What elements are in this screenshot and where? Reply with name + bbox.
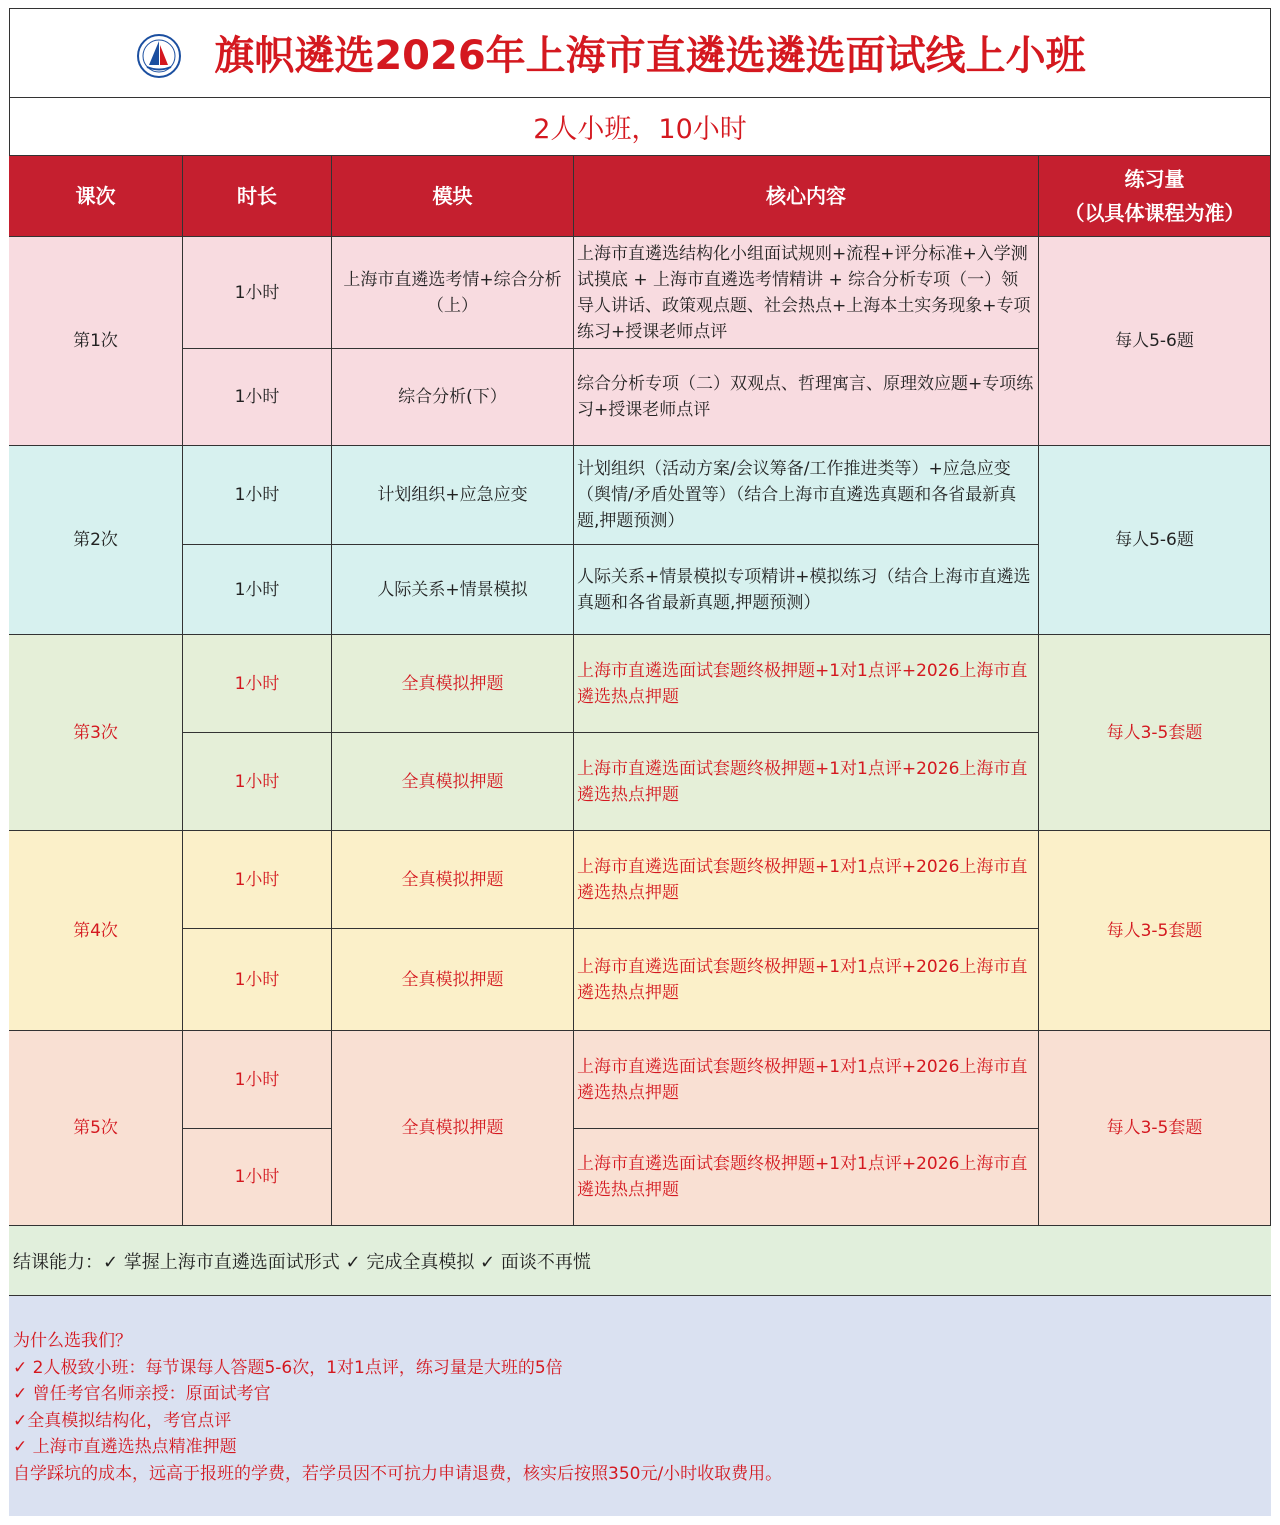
session-4-row-2-duration: 1小时 bbox=[183, 929, 332, 1031]
why-point: ✓ 上海市直遴选热点精准押题 bbox=[13, 1437, 237, 1457]
session-5-name: 第5次 bbox=[9, 1031, 183, 1226]
session-5-row-2-duration: 1小时 bbox=[183, 1129, 332, 1226]
why-point: ✓ 2人极致小班：每节课每人答题5-6次，1对1点评，练习量是大班的5倍 bbox=[13, 1357, 563, 1378]
session-4-row-1-duration: 1小时 bbox=[183, 831, 332, 929]
session-3-row-1-content: 上海市直遴选面试套题终极押题+1对1点评+2026上海市直遴选热点押题 bbox=[574, 635, 1039, 733]
session-3-row-2-duration: 1小时 bbox=[183, 733, 332, 831]
session-2-practice: 每人5-6题 bbox=[1039, 446, 1271, 635]
course-outcomes: 结课能力：✓ 掌握上海市直遴选面试形式 ✓ 完成全真模拟 ✓ 面谈不再慌 bbox=[9, 1226, 1271, 1296]
session-1-row-2-module: 综合分析(下） bbox=[332, 349, 574, 446]
session-2-row-1-module: 计划组织+应急应变 bbox=[332, 446, 574, 545]
session-2-row-2-duration: 1小时 bbox=[183, 545, 332, 635]
sailboat-logo-icon bbox=[136, 32, 182, 84]
why-choose-us-section bbox=[9, 1296, 1271, 1516]
session-3-row-2-content: 上海市直遴选面试套题终极押题+1对1点评+2026上海市直遴选热点押题 bbox=[574, 733, 1039, 831]
why-point: ✓全真模拟结构化，考官点评 bbox=[13, 1410, 232, 1431]
session-3-row-1-duration: 1小时 bbox=[183, 635, 332, 733]
class-size-subtitle: 2人小班，10小时 bbox=[9, 98, 1271, 156]
session-5-practice: 每人3-5套题 bbox=[1039, 1031, 1271, 1226]
session-4-practice: 每人3-5套题 bbox=[1039, 831, 1271, 1031]
session-1-row-1-duration: 1小时 bbox=[183, 237, 332, 349]
column-header-content: 核心内容 bbox=[574, 156, 1039, 237]
column-header-practice: 练习量 （以具体课程为准） bbox=[1039, 156, 1271, 237]
why-point: ✓ 曾任考官名师亲授：原面试考官 bbox=[13, 1384, 271, 1404]
column-header-session: 课次 bbox=[9, 156, 183, 237]
title-bar bbox=[9, 8, 1271, 98]
session-1-name: 第1次 bbox=[9, 237, 183, 446]
column-header-module: 模块 bbox=[332, 156, 574, 237]
session-5-row-2-content: 上海市直遴选面试套题终极押题+1对1点评+2026上海市直遴选热点押题 bbox=[574, 1129, 1039, 1226]
session-5-row-1-duration: 1小时 bbox=[183, 1031, 332, 1129]
session-3-row-2-module: 全真模拟押题 bbox=[332, 733, 574, 831]
session-1-practice: 每人5-6题 bbox=[1039, 237, 1271, 446]
session-1-row-1-module: 上海市直遴选考情+综合分析（上） bbox=[332, 237, 574, 349]
page-title: 旗帜遴选2026年上海市直遴选遴选面试线上小班 bbox=[214, 33, 1086, 79]
session-5-module: 全真模拟押题 bbox=[332, 1031, 574, 1226]
session-2-name: 第2次 bbox=[9, 446, 183, 635]
session-3-practice: 每人3-5套题 bbox=[1039, 635, 1271, 831]
session-2-row-2-content: 人际关系+情景模拟专项精讲+模拟练习（结合上海市直遴选真题和各省最新真题,押题预测） bbox=[574, 545, 1039, 635]
session-1-row-2-duration: 1小时 bbox=[183, 349, 332, 446]
session-2-row-1-duration: 1小时 bbox=[183, 446, 332, 545]
session-3-row-1-module: 全真模拟押题 bbox=[332, 635, 574, 733]
session-4-name: 第4次 bbox=[9, 831, 183, 1031]
session-4-row-2-module: 全真模拟押题 bbox=[332, 929, 574, 1031]
refund-note: 自学踩坑的成本，远高于报班的学费，若学员因不可抗力申请退费，核实后按照350元/小时收取费用。 bbox=[13, 1463, 783, 1484]
session-1-row-2-content: 综合分析专项（二）双观点、哲理寓言、原理效应题+专项练习+授课老师点评 bbox=[574, 349, 1039, 446]
why-heading: 为什么选我们？ bbox=[13, 1331, 132, 1351]
session-2-row-2-module: 人际关系+情景模拟 bbox=[332, 545, 574, 635]
session-4-row-2-content: 上海市直遴选面试套题终极押题+1对1点评+2026上海市直遴选热点押题 bbox=[574, 929, 1039, 1031]
session-4-row-1-content: 上海市直遴选面试套题终极押题+1对1点评+2026上海市直遴选热点押题 bbox=[574, 831, 1039, 929]
column-header-duration: 时长 bbox=[183, 156, 332, 237]
session-4-row-1-module: 全真模拟押题 bbox=[332, 831, 574, 929]
session-3-name: 第3次 bbox=[9, 635, 183, 831]
session-5-row-1-content: 上海市直遴选面试套题终极押题+1对1点评+2026上海市直遴选热点押题 bbox=[574, 1031, 1039, 1129]
session-2-row-1-content: 计划组织（活动方案/会议筹备/工作推进类等）+应急应变（舆情/矛盾处置等）（结合上海市直遴选真题和各省最新真题,押题预测） bbox=[574, 446, 1039, 545]
session-1-row-1-content: 上海市直遴选结构化小组面试规则+流程+评分标准+入学测试摸底 + 上海市直遴选考情精讲 + 综合分析专项（一）领导人讲话、政策观点题、社会热点+上海本土实务现象+专项练习+授课老师点评 bbox=[574, 237, 1039, 349]
